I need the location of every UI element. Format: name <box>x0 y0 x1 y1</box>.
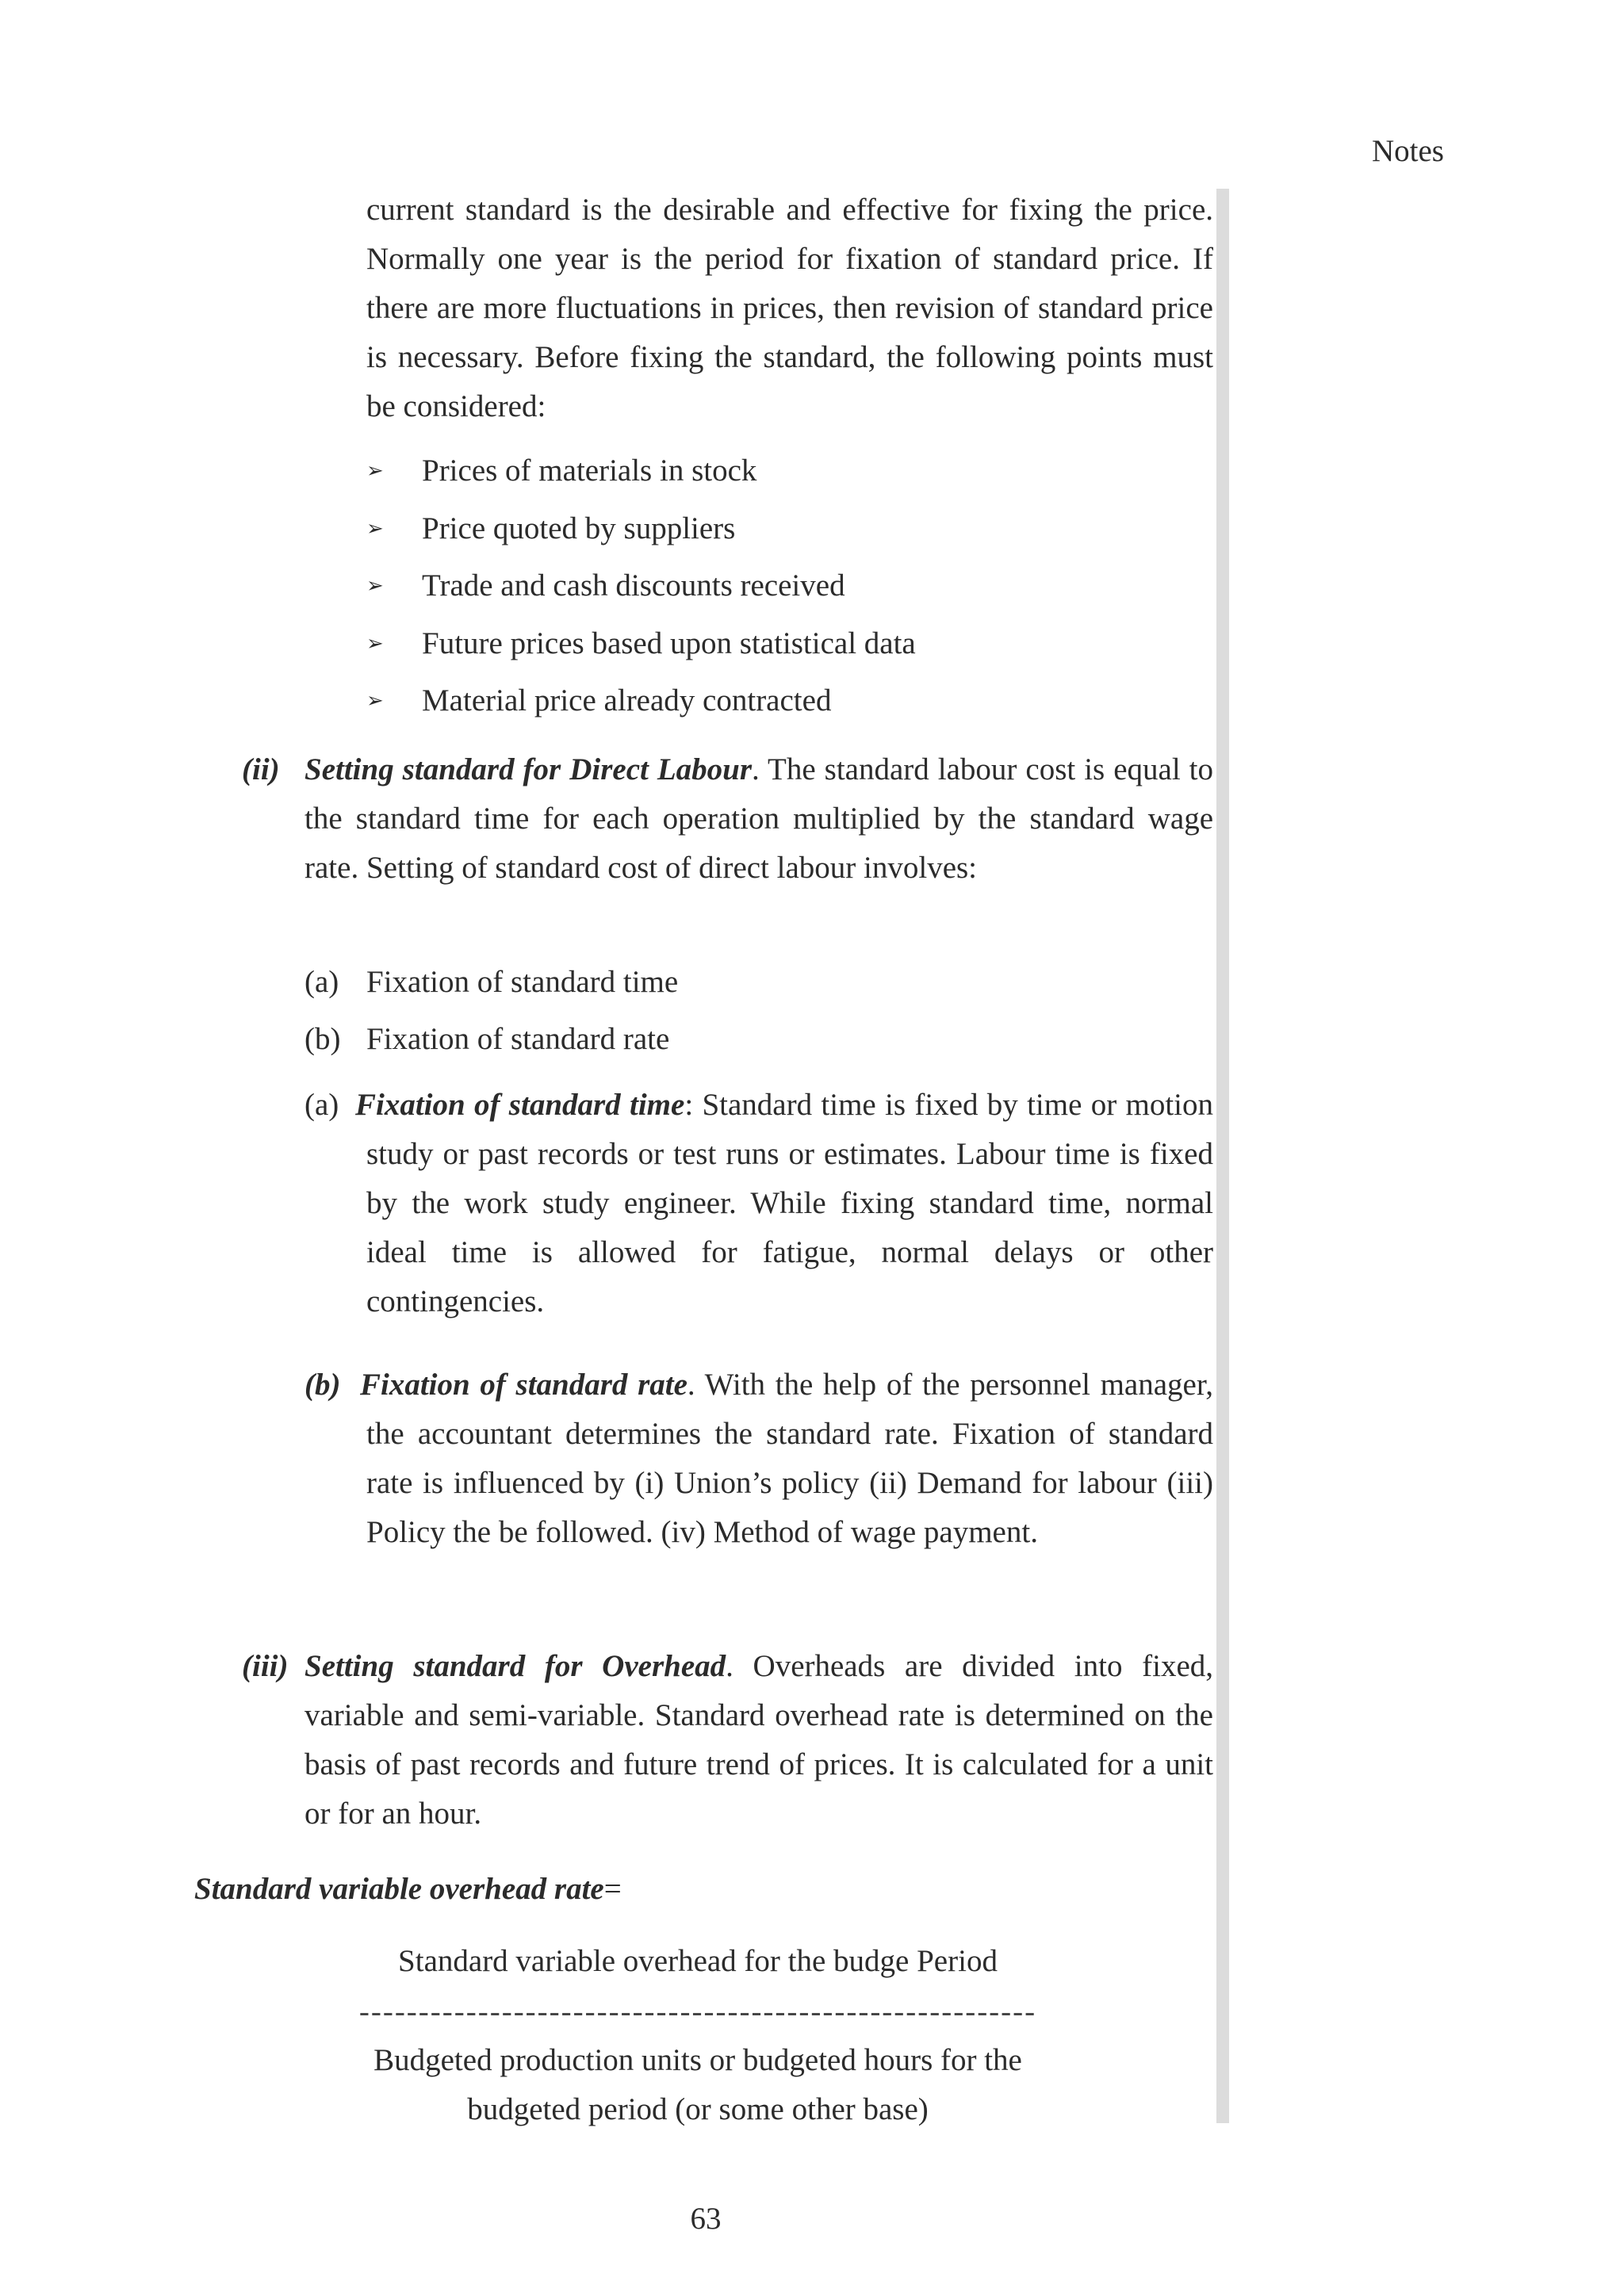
section-iii-title: Setting standard for Overhead <box>304 1649 726 1683</box>
section-iii-title-punct: . <box>726 1649 733 1683</box>
formula-divider: --------------------------------------------------------- <box>358 1995 1037 2029</box>
section-iii-marker: (iii) <box>242 1649 289 1683</box>
intro-paragraph: current standard is the desirable and effective for fixing the price. Normally one year is the period for fixation of standard price. If there are more fluctuations in prices, then revision of standard price is necessary. Before fixing the standard, the following points must be considered: <box>366 193 1213 423</box>
formula-label: Standard variable overhead rate <box>194 1872 604 1906</box>
sub-b-title: Fixation of standard rate <box>360 1368 688 1402</box>
arrow-bullet-icon: ➢ <box>366 574 384 597</box>
sub-b-title-punct: . <box>687 1368 695 1402</box>
labour-item-a <box>304 958 678 1007</box>
sub-b-paragraph <box>360 1360 1214 1557</box>
section-ii-title-punct: . <box>752 752 760 786</box>
labour-item-b-label: (b) <box>304 1022 341 1056</box>
notes-label: Notes <box>1372 134 1444 168</box>
section-iii-body: Overheads are divided into fixed, variable and semi-variable. Standard overhead rate is determined on the basis of past records and future trend of prices. It is calculated for a unit or for an hour. <box>304 1649 1214 1831</box>
section-ii-paragraph <box>304 745 1213 893</box>
section-ii-marker: (ii) <box>242 752 280 786</box>
sub-a-label: (a) <box>304 1088 339 1122</box>
list-item <box>366 561 1207 619</box>
page-number: 63 <box>690 2202 722 2236</box>
arrow-bullet-icon: ➢ <box>366 689 384 712</box>
formula-equals: = <box>603 1872 622 1906</box>
formula-denominator-line-1: Budgeted production units or budgeted hours for the <box>373 2043 1022 2077</box>
arrow-bullet-icon: ➢ <box>366 631 384 655</box>
list-item <box>366 446 1207 504</box>
list-item-text: Trade and cash discounts received <box>422 568 845 603</box>
formula-heading <box>194 1865 622 1914</box>
labour-item-b <box>304 1015 669 1064</box>
section-ii-body: The standard labour cost is equal to the standard time for each operation multiplied by the standard wage rate. Setting of standard cost of direct labour involves: <box>304 752 1213 885</box>
list-item-text: Price quoted by suppliers <box>422 511 736 545</box>
labour-item-a-label: (a) <box>304 965 339 999</box>
formula-numerator: Standard variable overhead for the budge Period <box>398 1944 998 1978</box>
list-item <box>366 504 1207 562</box>
sub-a-title-punct: : <box>684 1088 694 1122</box>
labour-item-a-text: Fixation of standard time <box>366 965 679 999</box>
arrow-bullet-icon: ➢ <box>366 459 384 482</box>
sub-a-paragraph <box>355 1081 1213 1326</box>
section-ii-title: Setting standard for Direct Labour <box>304 752 753 786</box>
list-item <box>366 676 1207 734</box>
margin-rule <box>1216 189 1229 2123</box>
sub-a-title: Fixation of standard time <box>355 1088 685 1122</box>
sub-a-body: Standard time is fixed by time or motion study or past records or test runs or estimates. Labour time is fixed by the work study engineer. While fixing standard time, normal ideal time is allowed for fatigue, normal delays or other contingencies. <box>366 1088 1213 1318</box>
list-item-text: Material price already contracted <box>422 683 832 718</box>
sub-b-label: (b) <box>304 1368 341 1402</box>
list-item-text: Prices of materials in stock <box>422 453 757 488</box>
list-item <box>366 619 1207 677</box>
price-points-list <box>366 446 1207 734</box>
sub-b-body: With the help of the personnel manager, the accountant determines the standard rate. Fixation of standard rate is influenced by (i) Union’s policy (ii) Demand for labour (iii) Policy the be followed. (iv) Method of wage payment. <box>366 1368 1214 1549</box>
formula-denominator-line-2: budgeted period (or some other base) <box>467 2092 929 2126</box>
labour-item-b-text: Fixation of standard rate <box>366 1022 670 1056</box>
list-item-text: Future prices based upon statistical data <box>422 626 916 660</box>
section-iii-paragraph <box>304 1642 1213 1839</box>
arrow-bullet-icon: ➢ <box>366 516 384 540</box>
